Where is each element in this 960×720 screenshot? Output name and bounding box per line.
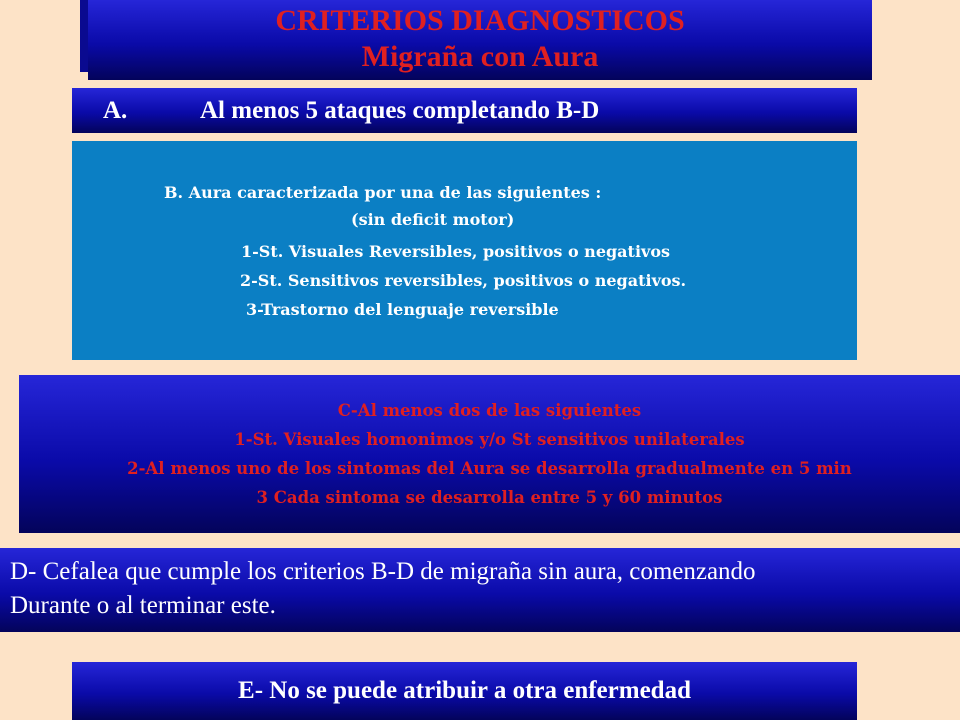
title-box: [88, 0, 872, 80]
criterion-d-line-2: Durante o al terminar este.: [10, 592, 276, 619]
criterion-a-label: A.: [103, 97, 128, 124]
criterion-c-item-2: 2-Al menos uno de los sintomas del Aura se desarrolla gradualmente en 5 min: [127, 459, 852, 478]
criterion-b-heading: B. Aura caracterizada por una de las siguientes :: [164, 183, 602, 202]
criterion-a-text: Al menos 5 ataques completando B-D: [200, 97, 600, 124]
criterion-c-item-1: 1-St. Visuales homonimos y/o St sensitivos unilaterales: [234, 430, 745, 449]
criterion-c-box: [19, 375, 960, 533]
title-subtitle: Migraña con Aura: [361, 40, 599, 73]
criterion-b-box: [72, 141, 857, 360]
criterion-b-item-3: 3-Trastorno del lenguaje reversible: [246, 300, 559, 319]
criterion-b-note: (sin deficit motor): [351, 210, 515, 229]
criterion-e-text: E- No se puede atribuir a otra enfermedad: [238, 677, 691, 704]
criterion-e-box: [72, 662, 857, 720]
criterion-d-box: [0, 548, 960, 632]
criterion-b-item-2: 2-St. Sensitivos reversibles, positivos o negativos.: [240, 271, 687, 290]
criterion-a-box: [72, 88, 857, 133]
title-main: CRITERIOS DIAGNOSTICOS: [275, 4, 685, 37]
criterion-c-item-3: 3 Cada sintoma se desarrolla entre 5 y 60 minutos: [256, 488, 723, 507]
criterion-d-line-1: D- Cefalea que cumple los criterios B-D de migraña sin aura, comenzando: [10, 558, 756, 585]
criterion-b-item-1: 1-St. Visuales Reversibles, positivos o negativos: [241, 242, 670, 261]
criterion-c-heading: C-Al menos dos de las siguientes: [337, 401, 642, 420]
